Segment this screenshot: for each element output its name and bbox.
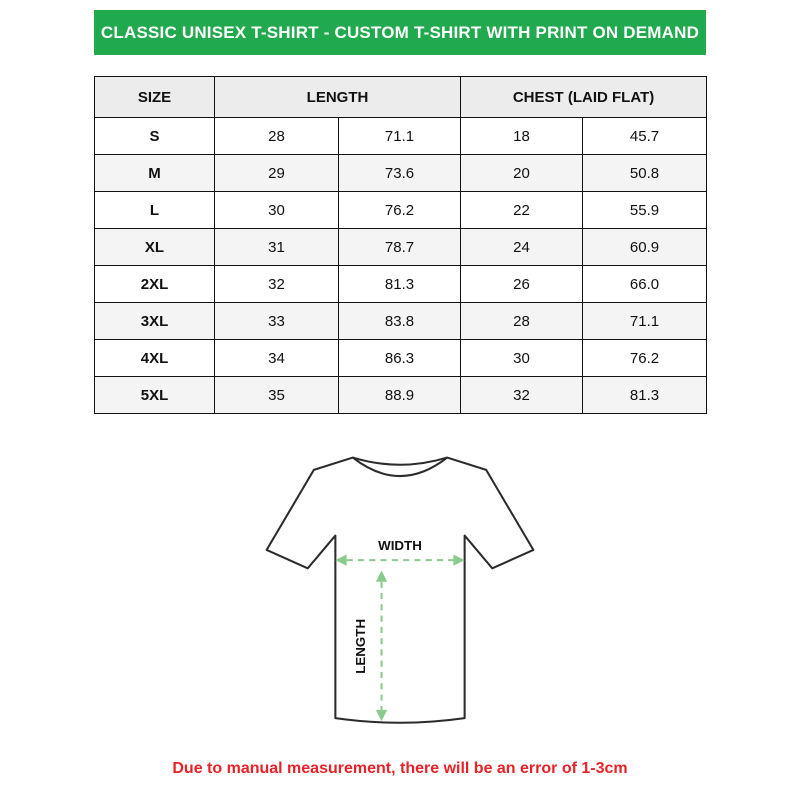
chest-cm-cell: 66.0 [583,266,707,303]
page-title: CLASSIC UNISEX T-SHIRT - CUSTOM T-SHIRT WITH PRINT ON DEMAND [100,22,700,42]
length-in-cell: 35 [215,377,339,414]
width-label: WIDTH [378,537,422,553]
chest-in-cell: 20 [461,155,583,192]
length-in-cell: 33 [215,303,339,340]
length-in-cell: 32 [215,266,339,303]
chest-in-cell: 22 [461,192,583,229]
title-banner [94,10,706,55]
length-cm-cell: 81.3 [339,266,461,303]
table-row [95,303,707,340]
chest-cm-cell: 60.9 [583,229,707,266]
table-row [95,229,707,266]
length-in-cell: 31 [215,229,339,266]
tshirt-diagram-svg [215,435,585,753]
chest-cm-cell: 45.7 [583,118,707,155]
measurement-note: Due to manual measurement, there will be an error of 1-3cm [172,760,628,777]
table-row [95,155,707,192]
size-cell: XL [95,229,215,266]
chest-in-cell: 28 [461,303,583,340]
table-row [95,266,707,303]
length-in-cell: 30 [215,192,339,229]
chest-cm-cell: 71.1 [583,303,707,340]
table-row [95,118,707,155]
chest-cm-cell: 81.3 [583,377,707,414]
header-chest: CHEST (LAID FLAT) [461,77,707,118]
length-in-cell: 34 [215,340,339,377]
chest-cm-cell: 55.9 [583,192,707,229]
header-row [95,77,707,118]
table-row [95,340,707,377]
size-cell: M [95,155,215,192]
header-size: SIZE [95,77,215,118]
length-label: LENGTH [353,618,369,674]
chest-in-cell: 26 [461,266,583,303]
table-row [95,377,707,414]
chest-cm-cell: 76.2 [583,340,707,377]
chest-in-cell: 30 [461,340,583,377]
size-cell: 3XL [95,303,215,340]
length-cm-cell: 88.9 [339,377,461,414]
size-cell: L [95,192,215,229]
size-cell: 4XL [95,340,215,377]
tshirt-measurement-diagram [215,435,585,758]
size-cell: 2XL [95,266,215,303]
chest-in-cell: 18 [461,118,583,155]
chest-cm-cell: 50.8 [583,155,707,192]
size-cell: 5XL [95,377,215,414]
length-cm-cell: 71.1 [339,118,461,155]
chest-in-cell: 24 [461,229,583,266]
chest-in-cell: 32 [461,377,583,414]
tshirt-outline [267,458,534,723]
length-in-cell: 28 [215,118,339,155]
size-chart-table [94,76,707,414]
header-length: LENGTH [215,77,461,118]
length-cm-cell: 83.8 [339,303,461,340]
length-cm-cell: 78.7 [339,229,461,266]
length-cm-cell: 73.6 [339,155,461,192]
length-in-cell: 29 [215,155,339,192]
length-cm-cell: 86.3 [339,340,461,377]
size-cell: S [95,118,215,155]
length-cm-cell: 76.2 [339,192,461,229]
table-row [95,192,707,229]
